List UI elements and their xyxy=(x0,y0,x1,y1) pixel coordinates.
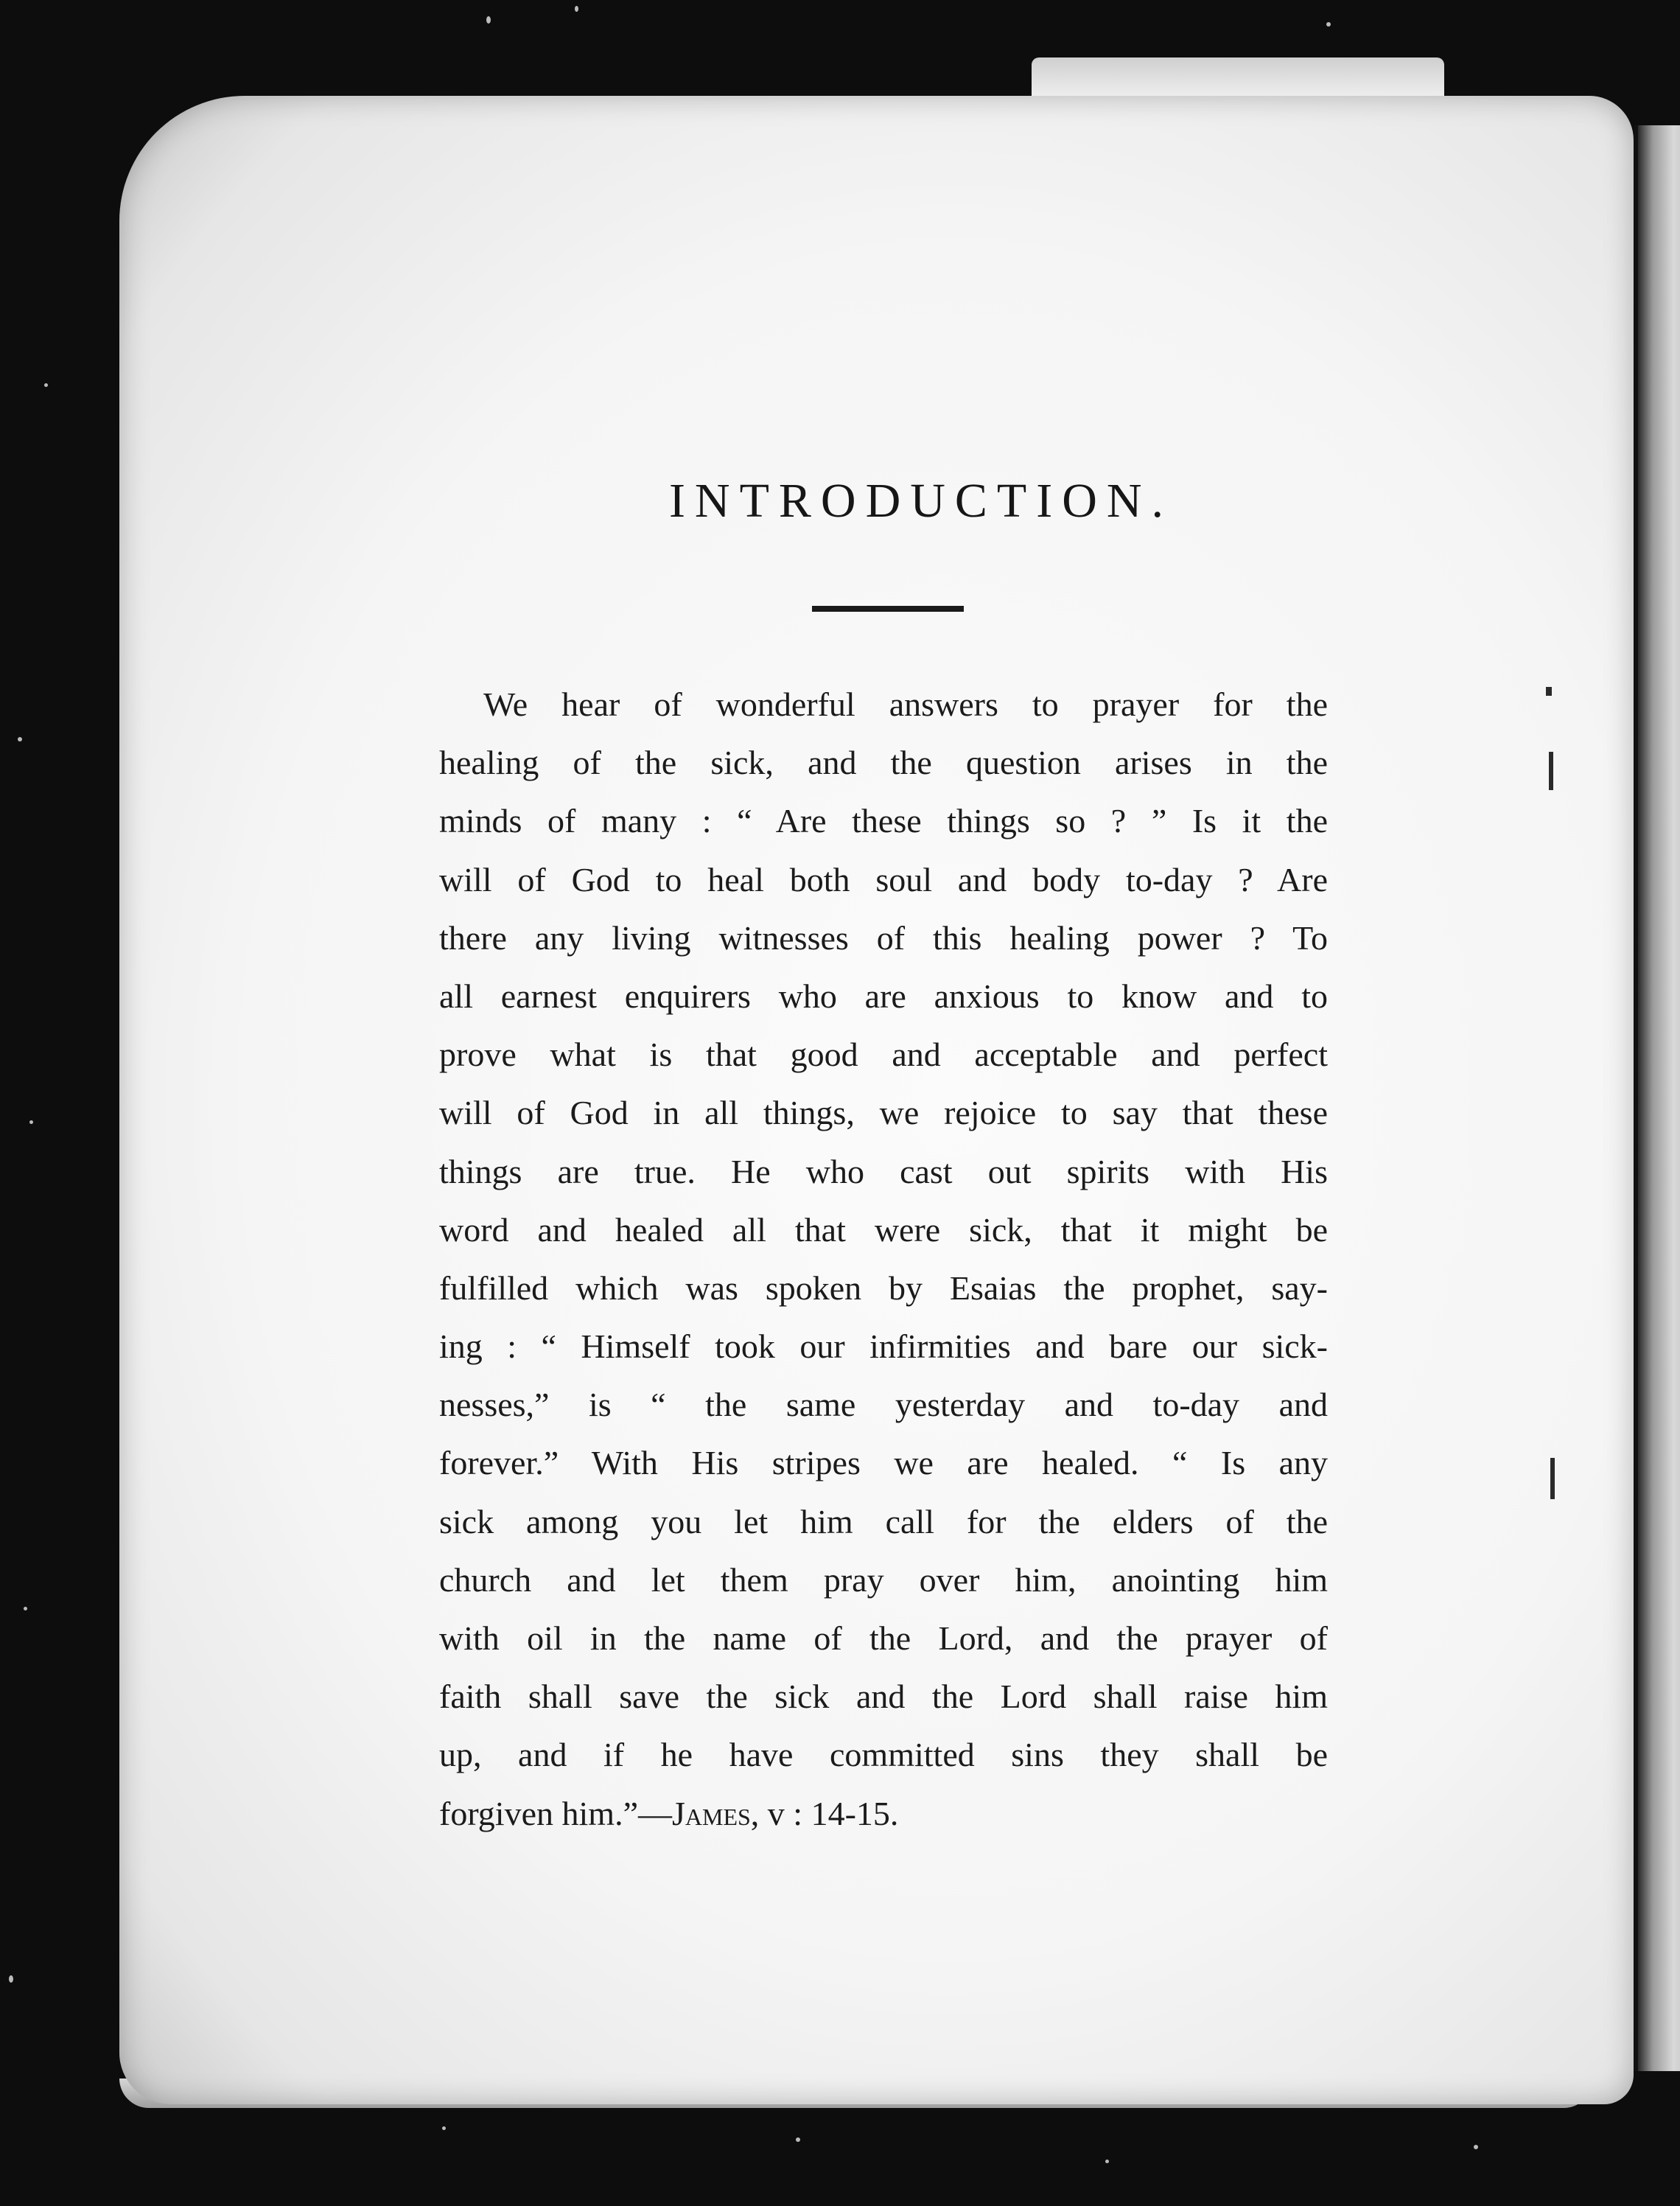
paragraph-line: minds of many : “ Are these things so ? ” Is it the xyxy=(439,802,1328,840)
paragraph-line: healing of the sick, and the question arises in the xyxy=(439,744,1328,782)
citation-name: James xyxy=(671,1794,751,1832)
paragraph-line: will of God to heal both soul and body to-day ? Are xyxy=(439,860,1328,898)
last-line-text: forgiven him.”— xyxy=(439,1794,672,1832)
paragraph-line: nesses,” is “ the same yesterday and to-day and xyxy=(439,1386,1328,1424)
paragraph-line: sick among you let him call for the elders of the xyxy=(439,1502,1328,1540)
page-tab-edge xyxy=(1032,57,1444,102)
paragraph-line: all earnest enquirers who are anxious to know and to xyxy=(439,977,1328,1015)
page-title: INTRODUCTION. xyxy=(668,474,1174,528)
paragraph-line: word and healed all that were sick, that it might be xyxy=(439,1210,1328,1249)
dust-speck xyxy=(44,383,48,387)
margin-mark xyxy=(1550,1458,1555,1499)
dust-speck xyxy=(24,1607,27,1610)
paragraph-line: things are true. He who cast out spirits with His xyxy=(439,1152,1328,1190)
dust-speck xyxy=(1326,22,1331,27)
paragraph-line: forever.” With His stripes we are healed. “ Is any xyxy=(439,1444,1328,1482)
introduction-paragraph xyxy=(439,675,1328,1843)
dust-speck xyxy=(442,2126,446,2130)
dust-speck xyxy=(29,1120,33,1124)
dust-speck xyxy=(796,2137,800,2142)
paragraph-line: prove what is that good and acceptable and perfect xyxy=(439,1036,1328,1074)
dust-speck xyxy=(18,737,22,741)
dust-speck xyxy=(486,16,491,24)
margin-mark xyxy=(1546,687,1552,696)
paragraph-line: there any living witnesses of this healing power ? To xyxy=(439,918,1328,957)
dust-speck xyxy=(1474,2145,1478,2149)
paragraph-line: ing : “ Himself took our infirmities and bare our sick- xyxy=(439,1327,1328,1366)
paragraph-line: will of God in all things, we rejoice to say that these xyxy=(439,1094,1328,1132)
paragraph-line: We hear of wonderful answers to prayer for the xyxy=(483,685,1328,723)
dust-speck xyxy=(575,6,578,12)
adjacent-page-edge xyxy=(1634,125,1680,2071)
title-divider xyxy=(812,606,964,612)
margin-mark xyxy=(1549,752,1553,790)
paragraph-line: with oil in the name of the Lord, and the prayer of xyxy=(439,1619,1328,1657)
citation-reference: , v : 14-15. xyxy=(750,1794,899,1832)
paragraph-line: faith shall save the sick and the Lord shall raise him xyxy=(439,1678,1328,1716)
paragraph-last-line xyxy=(439,1784,1328,1843)
paragraph-line: up, and if he have committed sins they shall be xyxy=(439,1736,1328,1774)
paragraph-line: fulfilled which was spoken by Esaias the prophet, say- xyxy=(439,1268,1328,1307)
paragraph-line: church and let them pray over him, anointing him xyxy=(439,1560,1328,1599)
dust-speck xyxy=(1105,2160,1109,2163)
dust-speck xyxy=(9,1975,13,1983)
